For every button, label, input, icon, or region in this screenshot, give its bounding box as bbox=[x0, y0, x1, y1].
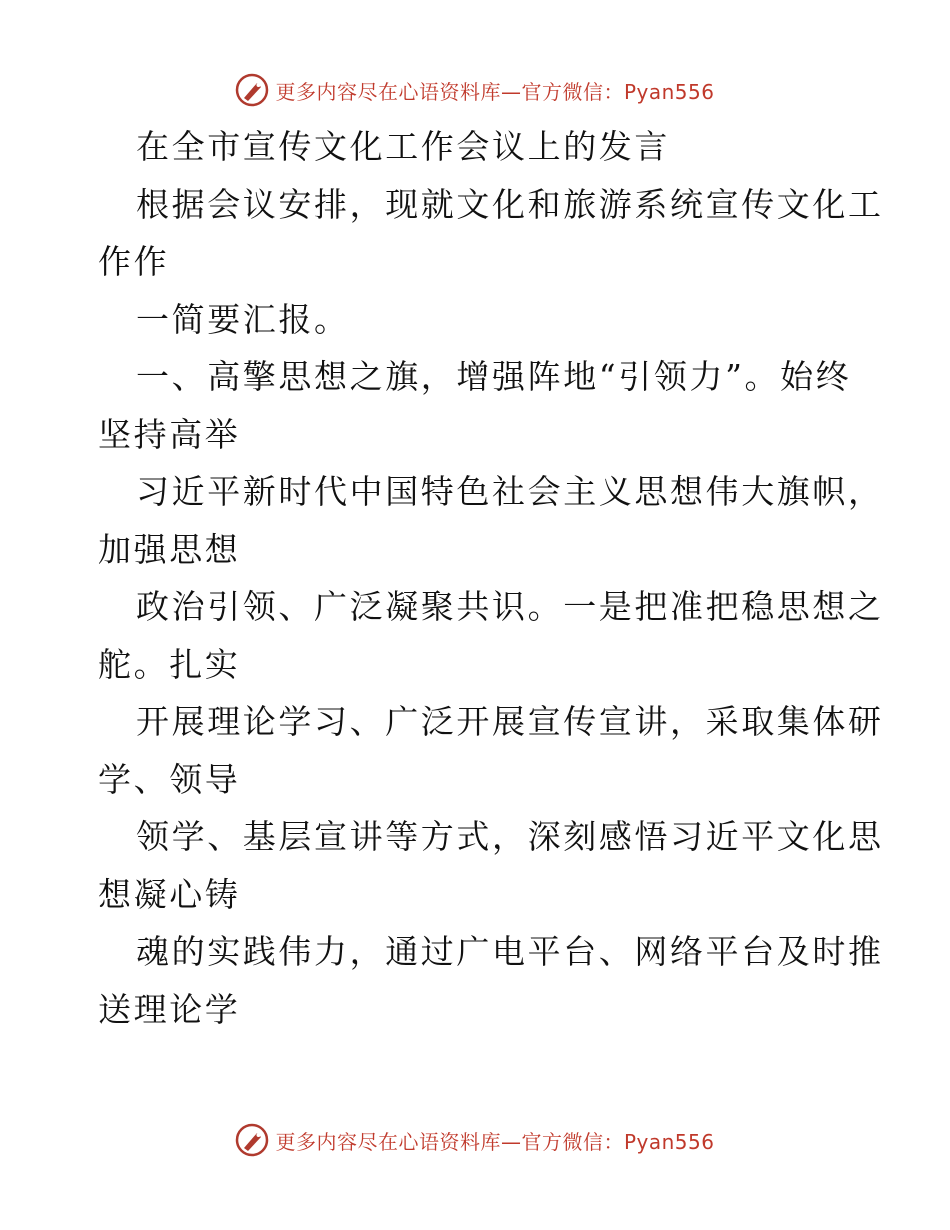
paragraph-line: 加强思想 bbox=[98, 529, 241, 569]
paragraph-line: 送理论学 bbox=[98, 989, 241, 1029]
document-body bbox=[98, 118, 884, 1038]
paragraph-line: 政治引领、广泛凝聚共识。一是把准把稳思想之 bbox=[136, 587, 884, 626]
watermark-text: 更多内容尽在心语资料库—官方微信：Pyan556 bbox=[275, 1129, 715, 1154]
paragraph-line: 作作 bbox=[98, 242, 170, 281]
footer-watermark bbox=[0, 1120, 950, 1160]
paragraph-line: 一简要汇报。 bbox=[136, 299, 350, 339]
paragraph-line: 学、领导 bbox=[98, 759, 241, 799]
paragraph-line: 根据会议安排，现就文化和旅游系统宣传文化工 bbox=[136, 184, 884, 224]
pen-logo-icon bbox=[235, 1123, 269, 1157]
paragraph-line: 想凝心铸 bbox=[98, 874, 241, 914]
paragraph-line: 开展理论学习、广泛开展宣传宣讲，采取集体研 bbox=[136, 702, 884, 741]
paragraph-line: 坚持高举 bbox=[98, 414, 241, 454]
pen-logo-icon bbox=[235, 73, 269, 107]
watermark-text: 更多内容尽在心语资料库—官方微信：Pyan556 bbox=[275, 79, 715, 104]
paragraph-line: 领学、基层宣讲等方式，深刻感悟习近平文化思 bbox=[136, 817, 884, 856]
document-title: 在全市宣传文化工作会议上的发言 bbox=[136, 127, 670, 166]
section-heading-line: 一、高擎思想之旗，增强阵地“引领力”。始终 bbox=[136, 357, 852, 396]
paragraph-line: 习近平新时代中国特色社会主义思想伟大旗帜， bbox=[136, 472, 884, 511]
header-watermark bbox=[0, 70, 950, 110]
paragraph-line: 舵。扎实 bbox=[98, 644, 241, 684]
paragraph-line: 魂的实践伟力，通过广电平台、网络平台及时推 bbox=[136, 932, 884, 971]
